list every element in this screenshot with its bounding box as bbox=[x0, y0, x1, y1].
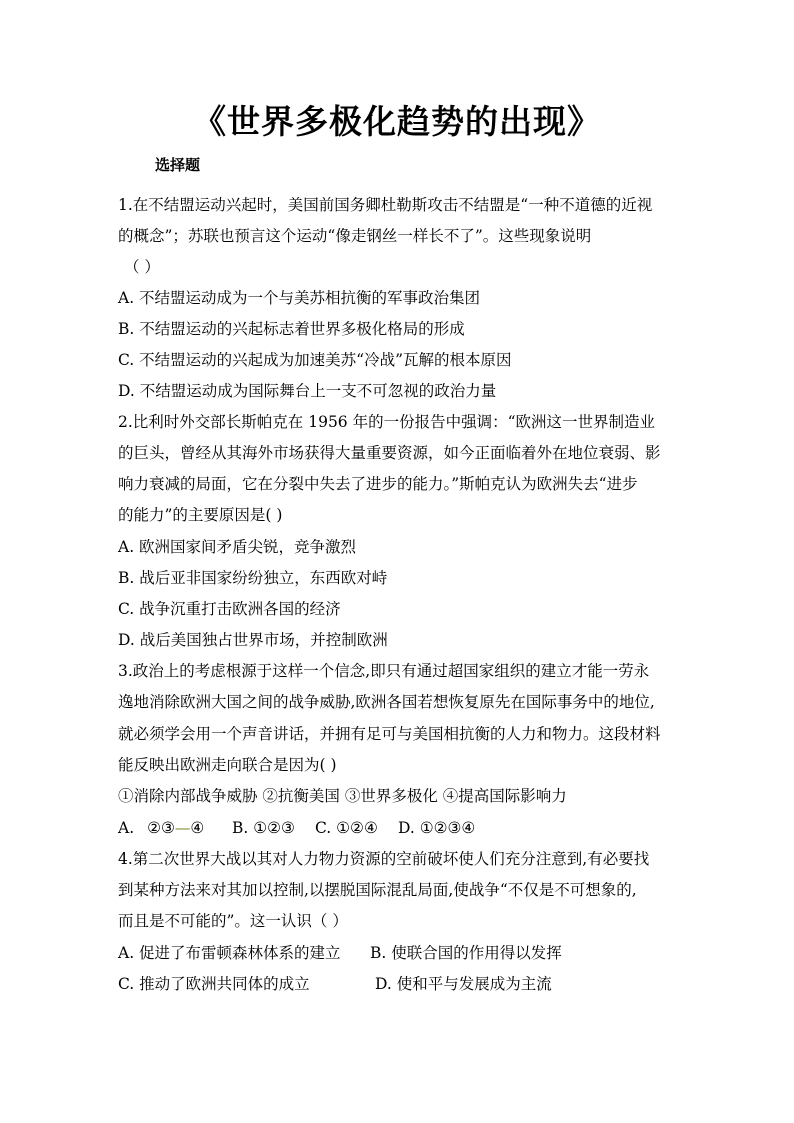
question-2-line-3: 响力衰减的局面，它在分裂中失去了进步的能力。”斯帕克认为欧洲失去“进步 bbox=[118, 475, 638, 493]
question-1-option-d: D. 不结盟运动成为国际舞台上一支不可忽视的政治力量 bbox=[118, 382, 497, 400]
question-3-line-1: 3.政治上的考虑根源于这样一个信念,即只有通过超国家组织的建立才能一劳永 bbox=[118, 662, 650, 680]
question-4-option-a: A. 促进了布雷顿森林体系的建立 bbox=[118, 944, 341, 962]
question-2-line-2: 的巨头，曾经从其海外市场获得大量重要资源，如今正面临着外在地位衰弱、影 bbox=[118, 444, 661, 462]
section-heading: 选择题 bbox=[155, 156, 201, 174]
question-3-option-b: B. ①②③ bbox=[232, 819, 295, 837]
question-3-option-a-dash: — bbox=[174, 819, 191, 837]
question-3-option-a bbox=[118, 818, 204, 838]
question-4-line-2: 到某种方法来对其加以控制,以摆脱国际混乱局面,使战争“不仅是不可想象的, bbox=[118, 881, 637, 899]
question-2-line-4: 的能力”的主要原因是( ) bbox=[118, 506, 283, 524]
document-title: 《世界多极化趋势的出现》 bbox=[193, 102, 601, 141]
question-4-line-1: 4.第二次世界大战以其对人力物力资源的空前破坏使人们充分注意到,有必要找 bbox=[118, 850, 650, 868]
question-2-option-b: B. 战后亚非国家纷纷独立，东西欧对峙 bbox=[118, 569, 388, 587]
question-4-line-3: 而且是不可能的”。这一认识（ ） bbox=[118, 912, 348, 930]
question-4-option-d: D. 使和平与发展成为主流 bbox=[375, 975, 552, 993]
question-1-option-b: B. 不结盟运动的兴起标志着世界多极化格局的形成 bbox=[118, 320, 465, 338]
question-1-option-c: C. 不结盟运动的兴起成为加速美苏“冷战”瓦解的根本原因 bbox=[118, 351, 512, 369]
question-4-option-b: B. 使联合国的作用得以发挥 bbox=[370, 944, 562, 962]
question-2-line-1: 2.比利时外交部长斯帕克在 1956 年的一份报告中强调：“欧洲这一世界制造业 bbox=[118, 413, 656, 431]
question-2-option-a: A. 欧洲国家间矛盾尖锐，竞争激烈 bbox=[118, 538, 357, 556]
question-2-option-c: C. 战争沉重打击欧洲各国的经济 bbox=[118, 600, 341, 618]
question-3-statements: ①消除内部战争威胁 ②抗衡美国 ③世界多极化 ④提高国际影响力 bbox=[118, 787, 567, 805]
question-3-option-a-right: ④ bbox=[190, 819, 205, 837]
question-1-line-1: 1.在不结盟运动兴起时，美国前国务卿杜勒斯攻击不结盟是“一种不道德的近视 bbox=[118, 196, 653, 214]
question-3-option-d: D. ①②③④ bbox=[398, 819, 476, 837]
question-1-answer-bracket: （ ） bbox=[124, 258, 160, 276]
question-3-line-4: 能反映出欧洲走向联合是因为( ) bbox=[118, 756, 337, 774]
question-1-line-2: 的概念”；苏联也预言这个运动“像走钢丝一样长不了”。这些现象说明 bbox=[118, 227, 592, 245]
question-1-option-a: A. 不结盟运动成为一个与美苏相抗衡的军事政治集团 bbox=[118, 289, 481, 307]
question-3-line-3: 就必须学会用一个声音讲话，并拥有足可与美国相抗衡的人力和物力。这段材料 bbox=[118, 725, 661, 743]
question-3-option-c: C. ①②④ bbox=[315, 819, 378, 837]
question-3-option-a-left: ②③ bbox=[147, 819, 175, 837]
question-3-option-a-label: A. bbox=[118, 819, 135, 837]
question-3-line-2: 逸地消除欧洲大国之间的战争威胁,欧洲各国若想恢复原先在国际事务中的地位, bbox=[118, 693, 655, 711]
question-2-option-d: D. 战后美国独占世界市场，并控制欧洲 bbox=[118, 631, 388, 649]
question-4-option-c: C. 推动了欧洲共同体的成立 bbox=[118, 975, 310, 993]
